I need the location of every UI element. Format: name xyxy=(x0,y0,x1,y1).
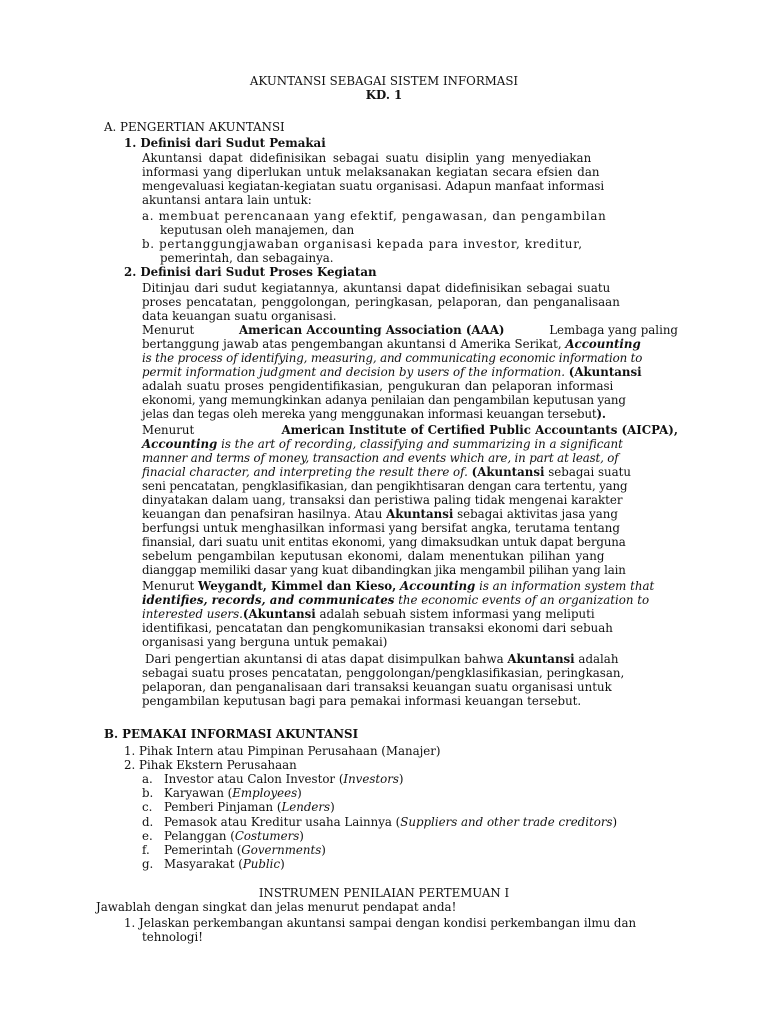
text-span: Menurut xyxy=(142,579,195,593)
text-line: Akuntansi dapat didefinisikan sebagai suatu disiplin yang menyediakan xyxy=(142,151,592,165)
english-term: Employees xyxy=(232,786,298,801)
aaa-quote-line xyxy=(142,365,768,379)
list-item: 2. Pihak Ekstern Perusahaan xyxy=(124,758,297,772)
english-term: Suppliers and other trade creditors xyxy=(400,814,613,829)
paragraph-line: Ditinjau dari sudut kegiatannya, akuntansi dapat didefinisikan sebagai suatu xyxy=(142,281,611,295)
text-span: Pemasok atau Kreditur usaha Lainnya ( xyxy=(164,814,401,829)
section-a-heading: A. PENGERTIAN AKUNTANSI xyxy=(104,120,285,134)
text-span: interested users. xyxy=(142,607,243,621)
list-letter: f. xyxy=(142,843,150,857)
paragraph-line xyxy=(142,407,768,421)
subsection-2-heading: 2. Definisi dari Sudut Proses Kegiatan xyxy=(124,265,377,279)
conclusion-line xyxy=(145,652,768,666)
list-item: a. membuat perencanaan yang efektif, pengawasan, dan pengambilan xyxy=(142,209,607,223)
external-user-item xyxy=(142,843,768,857)
term-emphasis: (Akuntansi xyxy=(471,465,545,479)
list-letter: a. xyxy=(142,772,153,786)
text-span: ) xyxy=(280,857,285,872)
conclusion-line: sebagai suatu proses pencatatan, penggolongan/pengklasifikasian, peringkasan, xyxy=(142,666,625,680)
text-span: finacial character, and interpreting the result there of. xyxy=(142,465,468,479)
term-emphasis: (Akuntansi xyxy=(568,365,642,379)
subsection-1-heading: 1. Definisi dari Sudut Pemakai xyxy=(124,136,326,150)
text-span: ) xyxy=(321,843,326,857)
paragraph-line: proses pencatatan, penggolongan, peringkasan, pelaporan, dan penganalisaan xyxy=(142,295,620,309)
document-title: AKUNTANSI SEBAGAI SISTEM INFORMASI xyxy=(249,74,519,88)
list-letter: b. xyxy=(142,786,154,801)
english-term: Lenders xyxy=(281,800,331,815)
text-span: Pemberi Pinjaman ( xyxy=(164,800,282,815)
text-span: ). xyxy=(596,407,606,421)
instrumen-title: INSTRUMEN PENILAIAN PERTEMUAN I xyxy=(258,886,510,900)
external-user-item xyxy=(142,786,768,800)
aaa-definition-line xyxy=(142,337,768,351)
paragraph-line: berfungsi untuk menghasilkan informasi yang bersifat angka, terutama tentang xyxy=(142,521,620,535)
text-span: ) xyxy=(398,772,404,786)
english-term: Public xyxy=(242,857,281,872)
text-span: ) xyxy=(612,814,618,829)
text-span: ) xyxy=(330,800,335,815)
paragraph-line: dinyatakan dalam uang, transaksi dan peristiwa paling tidak mengenai karakter xyxy=(142,493,623,507)
conclusion-line: pengambilan keputusan bagi para pemakai informasi keuangan tersebut. xyxy=(142,694,582,708)
term-emphasis: Akuntansi xyxy=(386,507,454,521)
text-span: permit information judgment and decision by users of the information. xyxy=(142,365,566,379)
external-user-item xyxy=(142,829,768,843)
list-letter: c. xyxy=(142,800,153,815)
question-item-continuation: tehnologi! xyxy=(142,930,203,944)
english-term: Costumers xyxy=(234,828,300,843)
text-span: Dari pengertian akuntansi di atas dapat disimpulkan bahwa xyxy=(145,652,504,666)
external-user-item xyxy=(142,772,768,786)
term-emphasis: Accounting xyxy=(142,437,218,451)
text-span: sebagai aktivitas jasa yang xyxy=(457,507,618,521)
author-names: Weygandt, Kimmel dan Kieso, xyxy=(197,579,397,593)
text-span: keuangan dan penafsiran hasilnya. Atau xyxy=(142,507,383,521)
paragraph-line: informasi yang diperlukan untuk melaksanakan kegiatan secara efsien dan xyxy=(142,165,600,179)
list-letter: g. xyxy=(142,857,154,872)
text-span: is the art of recording, classifying and summarizing in a significant xyxy=(221,437,623,451)
aicpa-quote-line xyxy=(142,437,768,451)
term-emphasis: identifies, records, and communicates xyxy=(142,593,395,607)
list-item-continuation: keputusan oleh manajemen, dan xyxy=(160,223,355,237)
paragraph-line: identifikasi, pencatatan dan pengkomunikasian transaksi ekonomi dari sebuah xyxy=(142,621,613,635)
paragraph-line: ekonomi, yang memungkinkan adanya penilaian dan pengambilan keputusan yang xyxy=(142,393,626,407)
aicpa-definition-line xyxy=(142,423,678,437)
external-user-item xyxy=(142,800,768,814)
weygandt-quote-line xyxy=(142,593,768,607)
text-span: ) xyxy=(299,828,304,843)
external-user-item xyxy=(142,815,768,829)
list-item-continuation: pemerintah, dan sebagainya. xyxy=(160,251,334,265)
text-span: is an information system that xyxy=(479,579,655,593)
aicpa-quote-line: manner and terms of money, transaction and events which are, in part at least, of xyxy=(142,451,619,465)
instrumen-instruction: Jawablah dengan singkat dan jelas menurut pendapat anda! xyxy=(96,900,457,914)
term-emphasis: Accounting xyxy=(565,337,641,351)
list-item: b. pertanggungjawaban organisasi kepada para investor, kreditur, xyxy=(142,237,583,251)
paragraph-line xyxy=(142,151,678,165)
term-emphasis: Akuntansi xyxy=(507,652,575,666)
text-span: Pelanggan ( xyxy=(164,828,235,843)
paragraph-line xyxy=(142,507,768,521)
document-subtitle: KD. 1 xyxy=(365,88,403,102)
conclusion-line: pelaporan, dan penganalisaan dari transaksi keuangan suatu organisasi untuk xyxy=(142,680,612,694)
paragraph-line: adalah suatu proses pengidentifikasian, pengukuran dan pelaporan informasi xyxy=(142,379,614,393)
paragraph-line: mengevaluasi kegiatan-kegiatan suatu organisasi. Adapun manfaat informasi xyxy=(142,179,605,193)
list-item: 1. Pihak Intern atau Pimpinan Perusahaan (Manajer) xyxy=(124,744,441,758)
text-span: Masyarakat ( xyxy=(164,857,243,872)
weygandt-definition-line xyxy=(142,579,768,593)
text-span: Menurut xyxy=(142,423,195,437)
english-term: Investors xyxy=(343,772,399,786)
term-emphasis: (Akuntansi xyxy=(242,607,316,621)
paragraph-line: finansial, dari suatu unit entitas ekonomi, yang dimaksudkan untuk dapat berguna xyxy=(142,535,626,549)
list-letter: d. xyxy=(142,814,154,829)
text-span: jelas dan tegas oleh mereka yang menggunakan informasi keuangan tersebut xyxy=(142,407,597,421)
english-term: Governments xyxy=(241,843,322,857)
text-span: Investor atau Calon Investor ( xyxy=(164,772,344,786)
text-span: adalah sebuah sistem informasi yang meliputi xyxy=(319,607,595,621)
term-emphasis: Accounting xyxy=(400,579,476,593)
aicpa-quote-line xyxy=(142,465,768,479)
text-span: Menurut xyxy=(142,323,195,337)
text-span: adalah xyxy=(578,652,619,666)
question-item: 1. Jelaskan perkembangan akuntansi sampai dengan kondisi perkembangan ilmu dan xyxy=(124,916,637,930)
text-span: the economic events of an organization to xyxy=(398,593,650,607)
paragraph-line: organisasi yang berguna untuk pemakai) xyxy=(142,635,388,649)
paragraph-line: dianggap memiliki dasar yang kuat dibandingkan jika mengambil pilihan yang lain xyxy=(142,563,626,577)
organization-name: American Institute of Certified Public Accountants (AICPA), xyxy=(281,423,678,437)
paragraph-line: akuntansi antara lain untuk: xyxy=(142,193,312,207)
list-letter: e. xyxy=(142,828,153,843)
paragraph-line: data keuangan suatu organisasi. xyxy=(142,309,337,323)
text-span: Lembaga yang paling xyxy=(549,323,678,337)
aaa-quote-line: is the process of identifying, measuring, and communicating economic information to xyxy=(142,351,643,365)
text-span: sebagai suatu xyxy=(548,465,631,479)
aaa-definition-line xyxy=(142,323,678,337)
text-span: bertanggung jawab atas pengembangan akuntansi d Amerika Serikat, xyxy=(142,337,562,351)
paragraph-line: seni pencatatan, pengklasifikasian, dan pengikhtisaran dengan cara tertentu, yang xyxy=(142,479,628,493)
organization-name: American Accounting Association (AAA) xyxy=(238,323,505,337)
text-span: Karyawan ( xyxy=(164,786,233,801)
weygandt-quote-line xyxy=(142,607,768,621)
paragraph-line: sebelum pengambilan keputusan ekonomi, dalam menentukan pilihan yang xyxy=(142,549,605,563)
text-span: ) xyxy=(297,786,302,801)
text-span: Pemerintah ( xyxy=(164,843,242,857)
section-b-heading: B. PEMAKAI INFORMASI AKUNTANSI xyxy=(104,727,359,741)
external-user-item xyxy=(142,857,768,871)
